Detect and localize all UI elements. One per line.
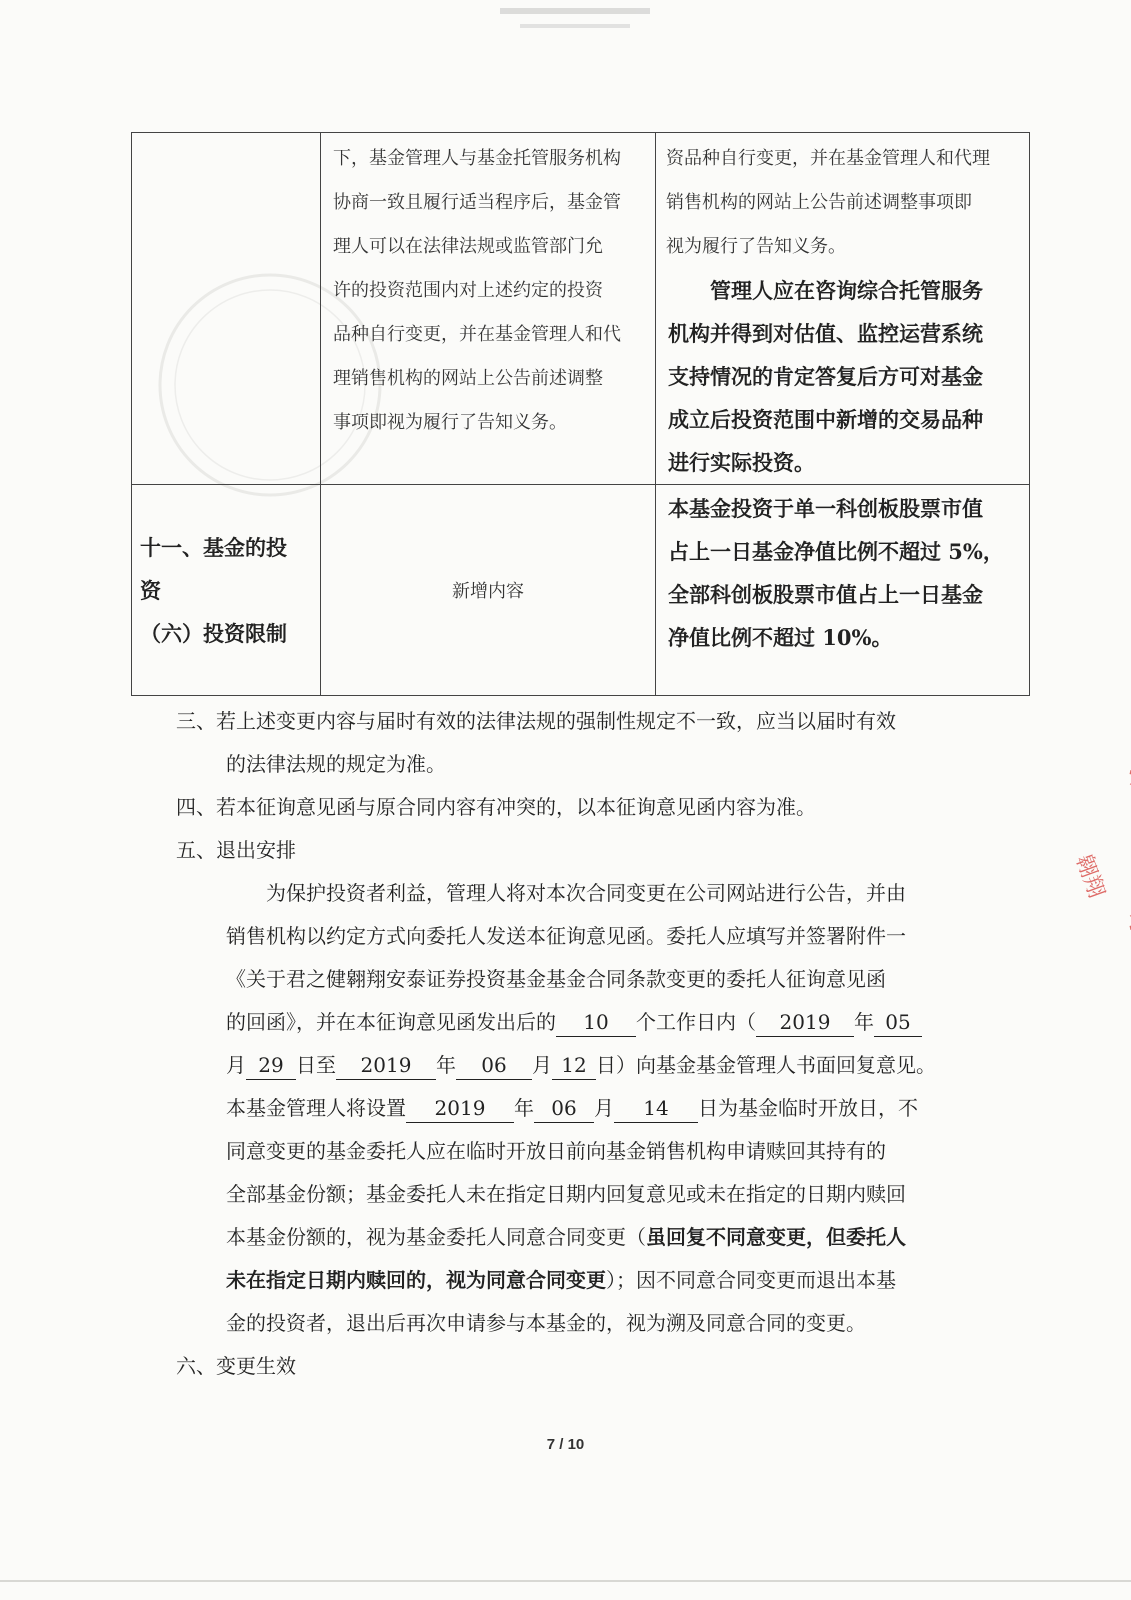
exit-para-line: 本基金管理人将设置 2019 年 06 月 14 日为基金临时开放日，不 [176, 1087, 1006, 1130]
filled-month: 06 [534, 1094, 594, 1123]
filled-day: 14 [614, 1094, 698, 1123]
exit-para-line: 《关于君之健翱翔安泰证券投资基金基金合同条款变更的委托人征询意见函 [226, 967, 886, 991]
cell-text-line: 视为履行了告知义务。 [666, 236, 846, 257]
section-4: 四、若本征询意见函与原合同内容有冲突的，以本征询意见函内容为准。 [176, 795, 816, 819]
filled-month: 05 [874, 1008, 922, 1037]
cell-bold-line: 成立后投资范围中新增的交易品种 [668, 407, 983, 432]
section-5-heading: 五、退出安排 [176, 838, 296, 862]
exit-para-line: 月 29 日至 2019 年 06 月 12 日）向基金基金管理人书面回复意见。 [176, 1044, 1006, 1087]
filled-year: 2019 [336, 1051, 436, 1080]
seal-text: 翱翔 [1070, 851, 1109, 902]
section-3: 三、若上述变更内容与届时有效的法律法规的强制性规定不一致，应当以届时有效 的法律法规的规定为准。 [176, 709, 896, 776]
heading-line: （六）投资限制 [140, 620, 287, 646]
page-bottom-edge [0, 1580, 1131, 1582]
row1-col2 [321, 133, 656, 485]
company-seal [1040, 760, 1131, 940]
cell-bold-line: 占上一日基金净值比例不超过 5%， [668, 539, 1004, 564]
filled-day: 29 [246, 1051, 296, 1080]
new-content-label: 新增内容 [452, 581, 524, 602]
exit-para-line: 销售机构以约定方式向委托人发送本征询意见函。委托人应填写并签署附件一 [226, 924, 906, 948]
cell-text-line: 理人可以在法律法规或监管部门允 [333, 236, 603, 257]
cell-bold-line: 支持情况的肯定答复后方可对基金 [668, 364, 983, 389]
filled-year: 2019 [756, 1008, 854, 1037]
heading-line: 十一、基金的投 [140, 534, 287, 560]
cell-bold-line: 进行实际投资。 [668, 450, 815, 475]
cell-text-line: 销售机构的网站上公告前述调整事项即 [666, 192, 972, 213]
cell-bold-line: 全部科创板股票市值占上一日基金 [668, 582, 983, 607]
row1-col1 [132, 133, 321, 485]
table-row [132, 485, 1030, 696]
filled-month: 06 [456, 1051, 532, 1080]
exit-para-line: 金的投资者，退出后再次申请参与本基金的，视为溯及同意合同的变更。 [226, 1311, 866, 1335]
cell-text-line: 资品种自行变更，并在基金管理人和代理 [666, 148, 990, 169]
filled-days: 10 [556, 1008, 636, 1037]
row2-col2 [321, 485, 656, 696]
exit-para-line: 为保护投资者利益，管理人将对本次合同变更在公司网站进行公告，并由 [266, 881, 906, 905]
row1-col3 [656, 133, 1030, 485]
exit-para-line: 未在指定日期内赎回的，视为同意合同变更）；因不同意合同变更而退出本基 [226, 1268, 896, 1292]
cell-bold-line: 管理人应在咨询综合托管服务 [710, 278, 983, 303]
cell-text-line: 协商一致且履行适当程序后，基金管 [333, 192, 621, 213]
cell-text-line: 品种自行变更，并在基金管理人和代 [333, 324, 621, 345]
cell-text-line: 理销售机构的网站上公告前述调整 [333, 368, 603, 389]
row2-col3 [656, 485, 1030, 696]
section-6-heading: 六、变更生效 [176, 1354, 296, 1378]
exit-para-line: 全部基金份额；基金委托人未在指定日期内回复意见或未在指定的日期内赎回 [226, 1182, 906, 1206]
comparison-table [131, 132, 1030, 696]
exit-para-line: 的回函》，并在本征询意见函发出后的 10 个工作日内（ 2019 年 05 [176, 1001, 1006, 1044]
heading-line: 资 [140, 577, 161, 603]
document-body [176, 700, 1006, 1388]
cell-text-line: 事项即视为履行了告知义务。 [333, 412, 567, 433]
cell-bold-line: 机构并得到对估值、监控运营系统 [668, 321, 983, 346]
cell-text-line: 下，基金管理人与基金托管服务机构 [333, 148, 621, 169]
row2-heading [132, 485, 321, 696]
cell-text-line: 许的投资范围内对上述约定的投资 [333, 280, 603, 301]
cell-bold-line: 净值比例不超过 10%。 [668, 625, 893, 650]
table-row [132, 133, 1030, 485]
filled-day: 12 [552, 1051, 596, 1080]
page-number: 7 / 10 [546, 1436, 585, 1453]
header-watermark [490, 8, 660, 48]
cell-bold-line: 本基金投资于单一科创板股票市值 [668, 496, 983, 521]
filled-year: 2019 [406, 1094, 514, 1123]
exit-para-line: 本基金份额的，视为基金委托人同意合同变更（虽回复不同意变更，但委托人 [226, 1225, 906, 1249]
exit-para-line: 同意变更的基金委托人应在临时开放日前向基金销售机构申请赎回其持有的 [226, 1139, 886, 1163]
